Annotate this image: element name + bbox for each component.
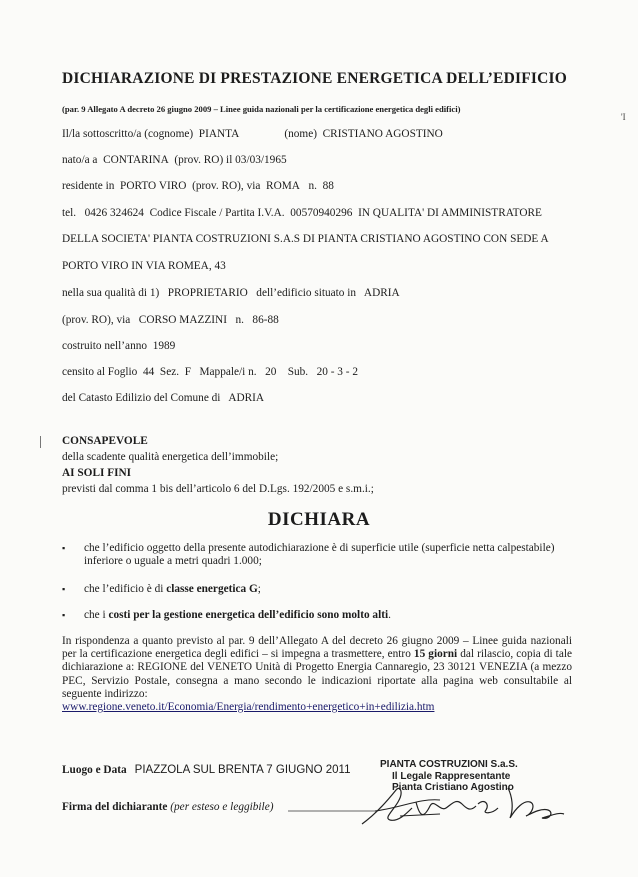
ai-soli-fini-text: previsti dal comma 1 bis dell’articolo 6 del D.Lgs. 192/2005 e s.m.i.; — [62, 483, 374, 495]
bullet-marker — [62, 609, 84, 621]
bullet-item-class — [84, 583, 261, 596]
value-parcel: 20 — [265, 366, 277, 378]
field-line-residence — [62, 180, 334, 192]
label-residence-number: n. — [308, 180, 317, 192]
value-quality: PROPRIETARIO — [167, 287, 248, 299]
label-tax-code: Codice Fiscale / Partita I.V.A. — [149, 207, 285, 219]
field-line-company — [62, 233, 549, 245]
margin-mark — [40, 436, 41, 448]
value-company: DELLA SOCIETA' PIANTA COSTRUZIONI S.A.S DI PIANTA CRISTIANO AGOSTINO CON SEDE A — [62, 233, 549, 245]
consapevole-heading: CONSAPEVOLE — [62, 435, 148, 447]
value-building-number: 86-88 — [252, 314, 279, 326]
value-surname: PIANTA — [198, 128, 239, 140]
signature-hint: (per esteso e leggibile) — [170, 801, 274, 813]
value-birthplace: CONTARINA — [103, 154, 169, 166]
bullet-icon: ▪ — [62, 584, 66, 594]
energy-class: classe energetica G — [166, 583, 258, 595]
label-build-year: costruito nell’anno — [62, 340, 148, 352]
value-build-year: 1989 — [152, 340, 176, 352]
bullet-marker — [62, 583, 84, 595]
label-section: Sez. — [159, 366, 180, 378]
bullet-text: che l’edificio è di — [84, 583, 167, 595]
consapevole-text: della scadente qualità energetica dell’immobile; — [62, 451, 279, 463]
value-capacity: IN QUALITA' DI AMMINISTRATORE — [358, 207, 542, 219]
document-title: DICHIARAZIONE DI PRESTAZIONE ENERGETICA DELL’EDIFICIO — [62, 70, 567, 87]
field-line-quality — [62, 287, 400, 299]
field-line-year — [62, 340, 175, 352]
value-company-address: PORTO VIRO IN VIA ROMEA, 43 — [62, 260, 226, 272]
stamp-company: PIANTA COSTRUZIONI S.a.S. — [380, 759, 518, 770]
field-line-building-address — [62, 314, 279, 326]
signature-line — [62, 801, 273, 813]
document-subtitle: (par. 9 Allegato A decreto 26 giugno 2009 – Linee guida nazionali per la certificazione energetica degli edifici) — [62, 104, 461, 114]
label-residence: residente in — [62, 180, 115, 192]
label-quality: nella sua qualità di 1) — [62, 287, 160, 299]
place-date-value: PIAZZOLA SUL BRENTA 7 GIUGNO 2011 — [134, 764, 351, 776]
deadline: 15 giorni — [413, 648, 458, 661]
label-building-street: (prov. RO), via — [62, 314, 131, 326]
bullet-text-line: inferiore o uguale a metri quadri 1.000; — [84, 555, 262, 567]
label-residence-street: (prov. RO), via — [192, 180, 261, 192]
bullet-icon: ▪ — [62, 610, 66, 620]
handwritten-signature — [280, 778, 580, 830]
stamp-person: Pianta Cristiano Agostino — [392, 782, 514, 793]
field-line-contact — [62, 207, 542, 219]
label-parcel: Mappale/i n. — [199, 366, 257, 378]
value-phone: 0426 324624 — [84, 207, 144, 219]
signature-label: Firma del dichiarante — [62, 801, 168, 813]
label-sheet: censito al Foglio — [62, 366, 138, 378]
region-link[interactable]: www.regione.veneto.it/Economia/Energia/rendimento+energetico+in+edilizia.htm — [62, 701, 435, 714]
value-tax-code: 00570940296 — [290, 207, 353, 219]
side-mark: 'I — [621, 112, 626, 122]
declaration-heading: DICHIARA — [267, 509, 371, 530]
field-line-company-address — [62, 260, 226, 272]
value-building-street: CORSO MAZZINI — [138, 314, 227, 326]
field-line-name — [62, 128, 443, 140]
label-birthplace: nato/a a — [62, 154, 98, 166]
paragraph-text: In rispondenza a quanto previsto al par. 9 dell’Allegato A del decreto 26 giugno 2009 – Linee guida nazionali per la certificazione energetica degli edifici – si impegna a trasmettere, entro — [62, 635, 572, 661]
field-line-birth — [62, 154, 287, 166]
energy-costs: costi per la gestione energetica dell’edificio sono molto alti — [108, 609, 389, 621]
value-sub: 20 - 3 - 2 — [316, 366, 358, 378]
label-sub: Sub. — [287, 366, 309, 378]
label-building-number: n. — [235, 314, 244, 326]
value-residence: PORTO VIRO — [120, 180, 187, 192]
value-section: F — [184, 366, 192, 378]
bullet-text: . — [388, 609, 391, 621]
label-phone: tel. — [62, 207, 77, 219]
label-municipality: del Catasto Edilizio del Comune di — [62, 392, 221, 404]
bullet-text: ; — [257, 583, 261, 595]
value-residence-number: 88 — [322, 180, 334, 192]
value-residence-street: ROMA — [266, 180, 300, 192]
field-line-municipality — [62, 392, 264, 404]
bullet-item-costs — [84, 609, 391, 622]
place-date-label: Luogo e Data — [62, 764, 127, 776]
bullet-icon: ▪ — [62, 543, 66, 553]
value-sheet: 44 — [142, 366, 155, 378]
label-name: (nome) — [284, 128, 317, 140]
field-line-cadastre — [62, 366, 358, 378]
label-birth-date: (prov. RO) il 03/03/1965 — [174, 154, 287, 166]
place-date-line — [62, 760, 350, 778]
value-municipality: ADRIA — [228, 392, 265, 404]
bullet-marker — [62, 542, 84, 554]
bullet-item-surface — [84, 542, 555, 568]
paragraph-text: dal rilascio, copia di tale dichiarazione a: REGIONE del VENETO Unità di Progetto Energia Cannaregio, 23 30121 VENEZIA (a mezzo PEC, Servizio Postale, consegna a mano secondo le indicazioni riportate alla pagina web consultabile al seguente indirizzo: — [62, 648, 572, 700]
stamp-role: Il Legale Rappresentante — [392, 770, 511, 782]
value-building-location: ADRIA — [363, 287, 400, 299]
transmission-paragraph — [62, 635, 572, 714]
bullet-text: che i — [84, 609, 109, 621]
value-name: CRISTIANO AGOSTINO — [322, 128, 443, 140]
ai-soli-fini-heading: AI SOLI FINI — [62, 467, 132, 479]
label-surname: Il/la sottoscritto/a (cognome) — [62, 128, 194, 140]
label-building-location: dell’edificio situato in — [256, 287, 357, 299]
bullet-text-line: che l’edificio oggetto della presente autodichiarazione è di superficie utile (superficie netta calpestabile) — [84, 542, 555, 554]
